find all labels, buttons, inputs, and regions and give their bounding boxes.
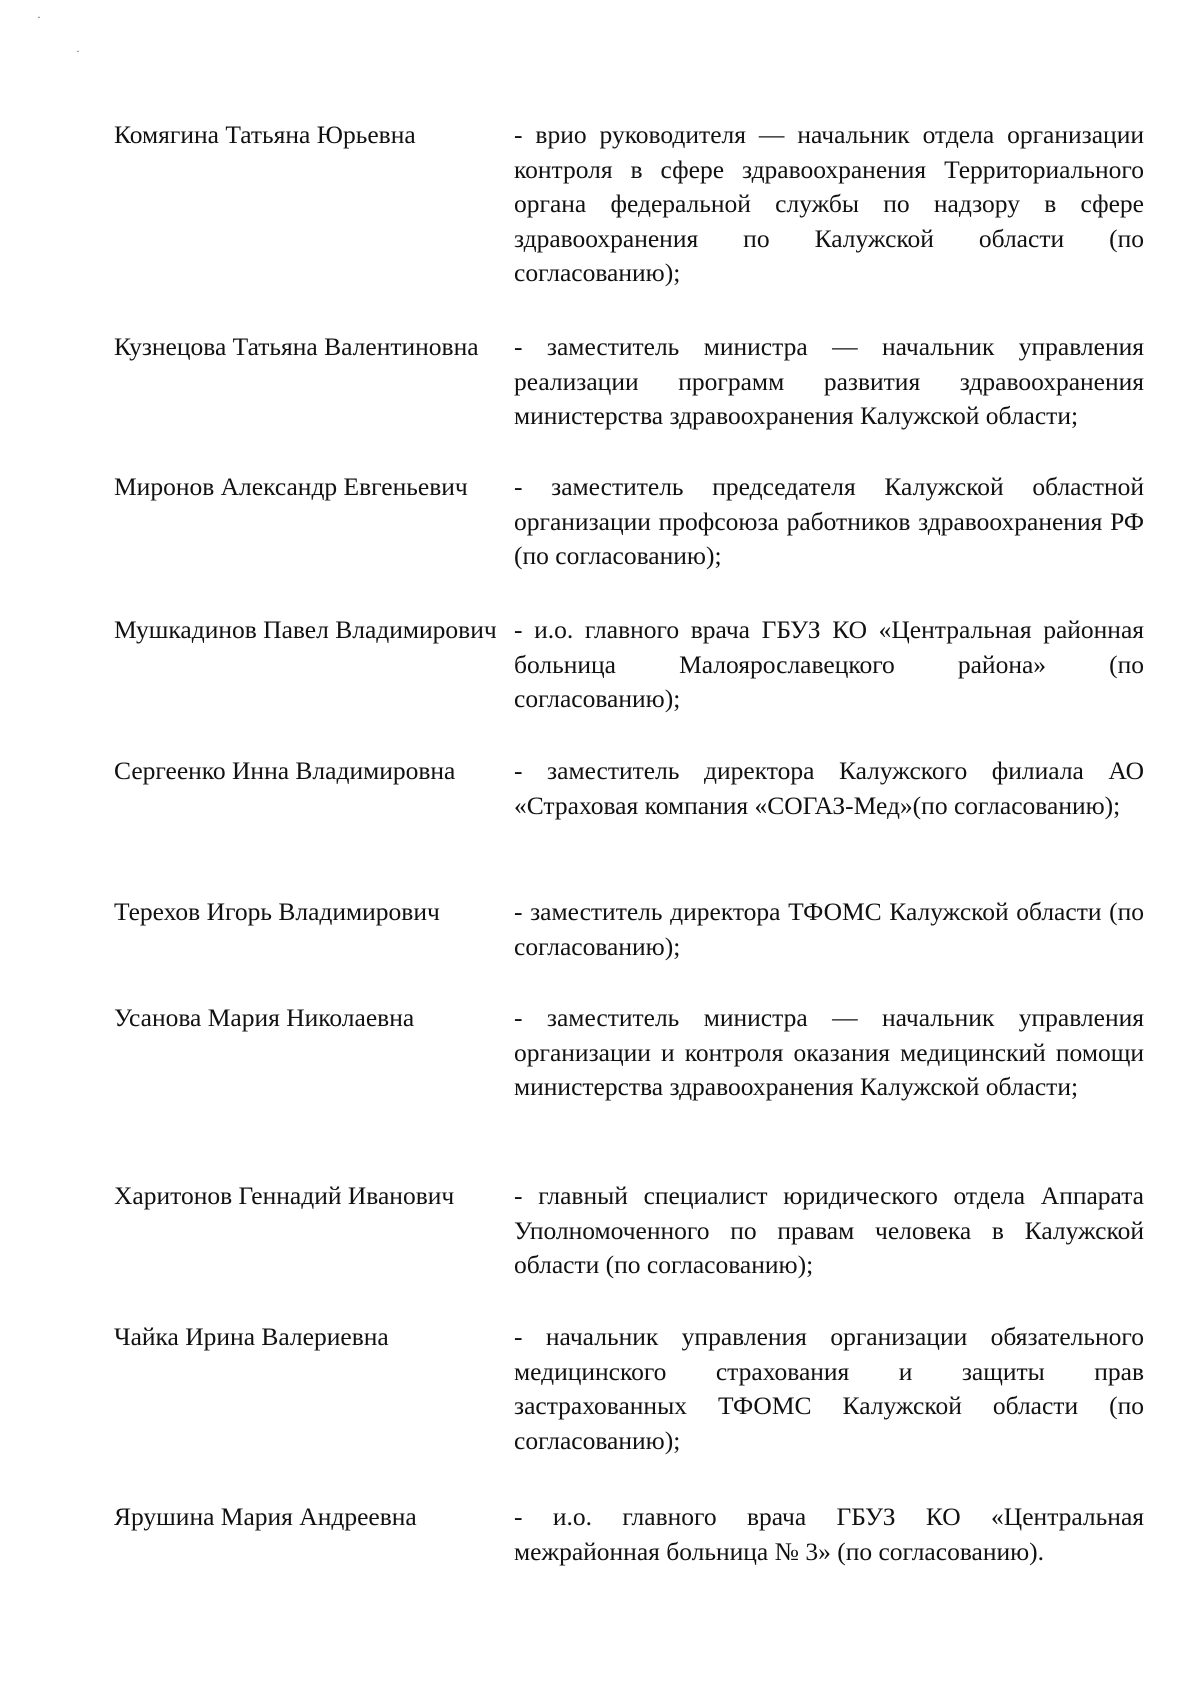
member-role: - и.о. главного врача ГБУЗ КО «Центральная районная больница Малоярославецкого района» (по согласованию); xyxy=(514,615,1144,713)
member-name: Комягина Татьяна Юрьевна xyxy=(114,120,416,149)
member-role: - врио руководителя — начальник отдела организации контроля в сфере здравоохранения Территориального органа федеральной службы по надзору в сфере здравоохранения по Калужской области (по согласованию); xyxy=(514,120,1144,287)
member-name: Харитонов Геннадий Иванович xyxy=(114,1181,455,1210)
member-name: Миронов Александр Евгеньевич xyxy=(114,472,468,501)
member-role: - заместитель председателя Калужской областной организации профсоюза работников здравоохранения РФ (по согласованию); xyxy=(514,472,1144,570)
member-name: Чайка Ирина Валериевна xyxy=(114,1322,389,1351)
member-role: - главный специалист юридического отдела Аппарата Уполномоченного по правам человека в Калужской области (по согласованию); xyxy=(514,1181,1144,1279)
member-role: - заместитель министра — начальник управления организации и контроля оказания медицинский помощи министерства здравоохранения Калужской области; xyxy=(514,1003,1144,1101)
member-name: Ярушина Мария Андреевна xyxy=(114,1502,417,1531)
member-role: - заместитель директора ТФОМС Калужской области (по согласованию); xyxy=(514,897,1144,961)
member-name: Мушкадинов Павел Владимирович xyxy=(114,615,497,644)
member-role: - и.о. главного врача ГБУЗ КО «Центральная межрайонная больница № 3» (по согласованию). xyxy=(514,1502,1144,1566)
member-role: - начальник управления организации обязательного медицинского страхования и защиты прав застрахованных ТФОМС Калужской области (по согласованию); xyxy=(514,1322,1144,1455)
member-role: - заместитель директора Калужского филиала АО «Страховая компания «СОГАЗ-Мед»(по согласованию); xyxy=(514,756,1144,820)
scan-speck: · xyxy=(37,10,41,24)
scan-speck: · xyxy=(76,44,80,58)
member-name: Усанова Мария Николаевна xyxy=(114,1003,415,1032)
member-name: Терехов Игорь Владимирович xyxy=(114,897,440,926)
member-role: - заместитель министра — начальник управления реализации программ развития здравоохранения министерства здравоохранения Калужской области; xyxy=(514,332,1144,430)
member-name: Кузнецова Татьяна Валентиновна xyxy=(114,332,479,361)
member-name: Сергеенко Инна Владимировна xyxy=(114,756,456,785)
